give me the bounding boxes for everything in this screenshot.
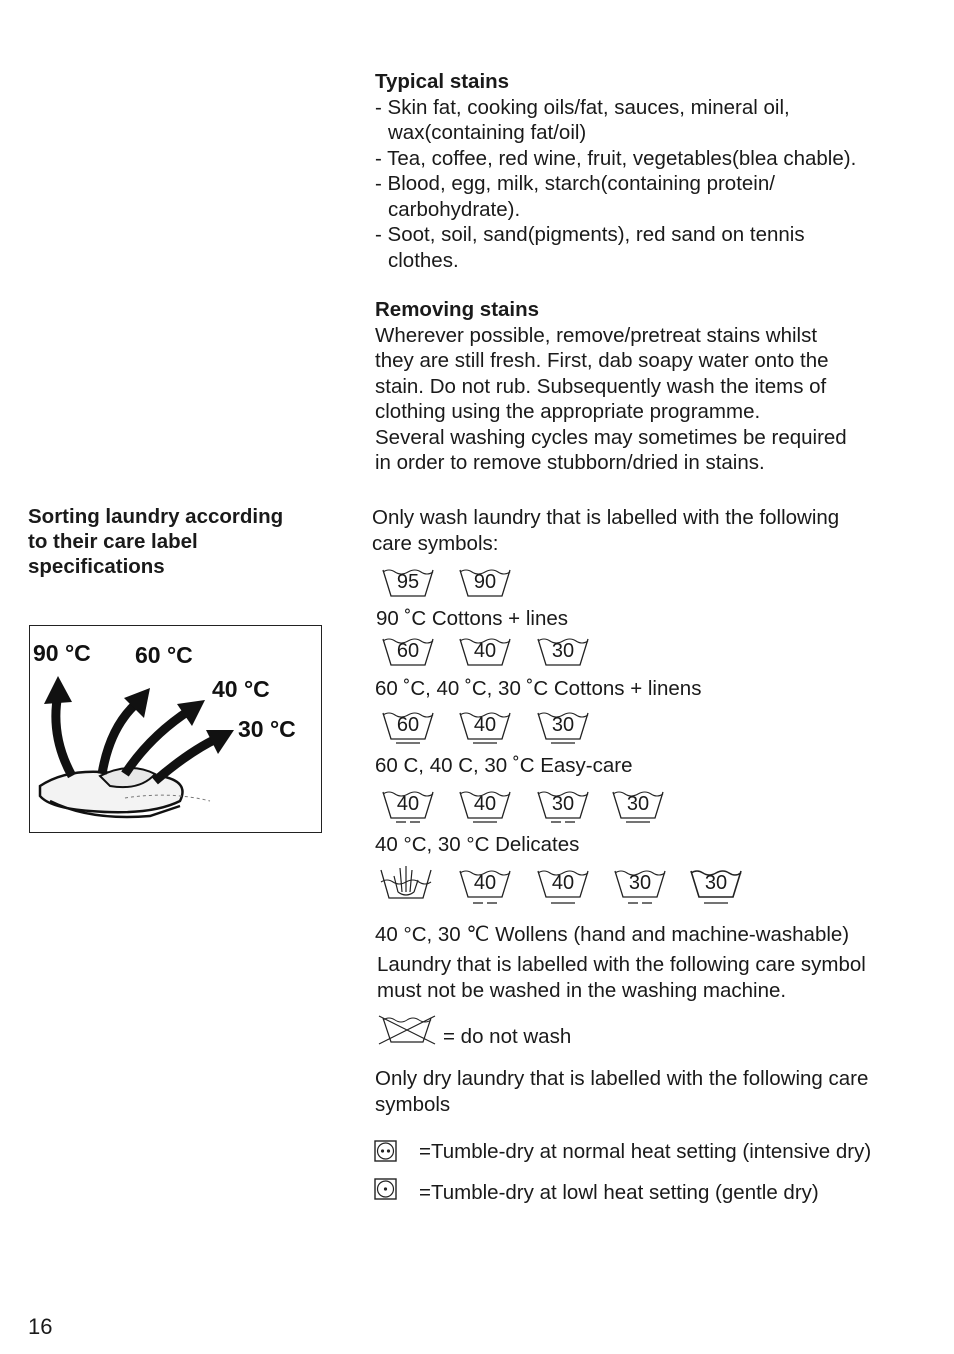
- temperature-illustration: [29, 625, 322, 833]
- stain-line: - Blood, egg, milk, starch(containing protein/: [375, 172, 775, 195]
- wash-temp: 40: [473, 714, 497, 736]
- hand-wash-icon: [380, 862, 432, 896]
- wash-temp: 30: [704, 872, 728, 894]
- wash-symbol-30-easy-care: [537, 711, 589, 745]
- wash-temp: 90: [473, 571, 497, 593]
- no-wash-note: [377, 952, 866, 1003]
- wash-symbol-60-easy-care: [382, 711, 434, 745]
- wash-symbol-95: [382, 568, 434, 602]
- care-caption: 90 ˚C Cottons + lines: [376, 607, 568, 630]
- care-caption: 40 °C, 30 °C Delicates: [375, 833, 580, 856]
- care-caption: 40 °C, 30 ℃ Wollens (hand and machine-washable): [375, 923, 850, 946]
- temp-label-90: 90 °C: [33, 640, 91, 666]
- page-number: 16: [28, 1314, 53, 1339]
- tumble-dry-low-label: =Tumble-dry at lowl heat setting (gentle dry): [419, 1181, 819, 1204]
- wash-temp: 95: [396, 571, 420, 593]
- wash-symbol-30-delicates-alt: [612, 790, 664, 824]
- temp-label-60: 60 °C: [135, 642, 193, 668]
- removing-stains-heading: Removing stains: [375, 298, 540, 321]
- wash-symbol-40-easy-care: [459, 711, 511, 745]
- stain-line: clothes.: [388, 248, 459, 272]
- stain-line: carbohydrate).: [388, 197, 521, 221]
- care-caption: 60 C, 40 C, 30 ˚C Easy-care: [375, 754, 633, 777]
- removing-stains-section: [375, 297, 847, 476]
- stain-line: - Skin fat, cooking oils/fat, sauces, mineral oil,: [375, 95, 790, 119]
- stain-line: wax(containing fat/oil): [388, 121, 587, 144]
- tumble-dry-one-dot-icon: [374, 1178, 398, 1202]
- typical-stains-heading: Typical stains: [375, 70, 510, 93]
- wash-temp: 40: [473, 793, 497, 815]
- care-caption: 60 ˚C, 40 ˚C, 30 ˚C Cottons + linens: [375, 677, 702, 700]
- wash-temp: 30: [626, 793, 650, 815]
- wash-temp: 30: [551, 640, 575, 662]
- wash-temp: 60: [396, 640, 420, 662]
- wash-symbol-90: [459, 568, 511, 602]
- do-not-wash-label: = do not wash: [443, 1025, 572, 1048]
- typical-stains-section: [375, 69, 856, 273]
- wash-temp: 30: [551, 714, 575, 736]
- wash-symbol-60: [382, 637, 434, 671]
- stain-line: - Tea, coffee, red wine, fruit, vegetables(blea chable).: [375, 146, 857, 170]
- wash-symbol-40: [459, 637, 511, 671]
- wash-symbol-30-wool: [614, 869, 666, 903]
- wash-temp: 60: [396, 714, 420, 736]
- removing-line: clothing using the appropriate programme.: [375, 400, 761, 423]
- removing-line: stain. Do not rub. Subsequently wash the items of: [375, 374, 827, 398]
- wash-symbol-30-delicates: [537, 790, 589, 824]
- wash-temp: 40: [473, 872, 497, 894]
- care-intro-line: care symbols:: [372, 531, 499, 555]
- wash-symbol-40-delicates-alt: [459, 790, 511, 824]
- wash-temp: 40: [551, 872, 575, 894]
- wash-symbol-40-wool: [459, 869, 511, 903]
- removing-line: Wherever possible, remove/pretreat stains whilst: [375, 323, 818, 347]
- temp-label-30: 30 °C: [238, 716, 296, 742]
- sorting-heading-line: specifications: [28, 555, 165, 578]
- no-wash-line: Laundry that is labelled with the following care symbol: [377, 953, 866, 976]
- tumble-dry-two-dots-icon: [374, 1140, 398, 1164]
- dry-intro: [375, 1066, 868, 1117]
- care-intro-line: Only wash laundry that is labelled with the following: [372, 506, 840, 529]
- stain-line: - Soot, soil, sand(pigments), red sand on tennis: [375, 223, 805, 246]
- tumble-dry-normal-label: =Tumble-dry at normal heat setting (intensive dry): [419, 1140, 872, 1163]
- sorting-heading-line: Sorting laundry according: [28, 505, 284, 528]
- wash-symbol-30: [537, 637, 589, 671]
- wash-temp: 40: [473, 640, 497, 662]
- care-intro: [372, 505, 839, 556]
- wash-symbol-40-wool-alt: [537, 869, 589, 903]
- wash-symbol-30-wool-alt: [690, 869, 742, 903]
- do-not-wash-icon: [377, 1014, 437, 1048]
- wash-symbol-40-delicates: [382, 790, 434, 824]
- temp-label-40: 40 °C: [212, 676, 270, 702]
- no-wash-line: must not be washed in the washing machine.: [377, 978, 787, 1002]
- dry-intro-line: symbols: [375, 1092, 451, 1116]
- removing-line: in order to remove stubborn/dried in stains.: [375, 451, 765, 474]
- removing-line: they are still fresh. First, dab soapy water onto the: [375, 349, 829, 372]
- removing-line: Several washing cycles may sometimes be required: [375, 425, 847, 449]
- sorting-heading-line: to their care label: [28, 530, 198, 553]
- wash-temp: 30: [551, 793, 575, 815]
- wash-temp: 40: [396, 793, 420, 815]
- dry-intro-line: Only dry laundry that is labelled with the following care: [375, 1067, 869, 1090]
- sorting-heading: [28, 504, 283, 579]
- wash-temp: 30: [628, 872, 652, 894]
